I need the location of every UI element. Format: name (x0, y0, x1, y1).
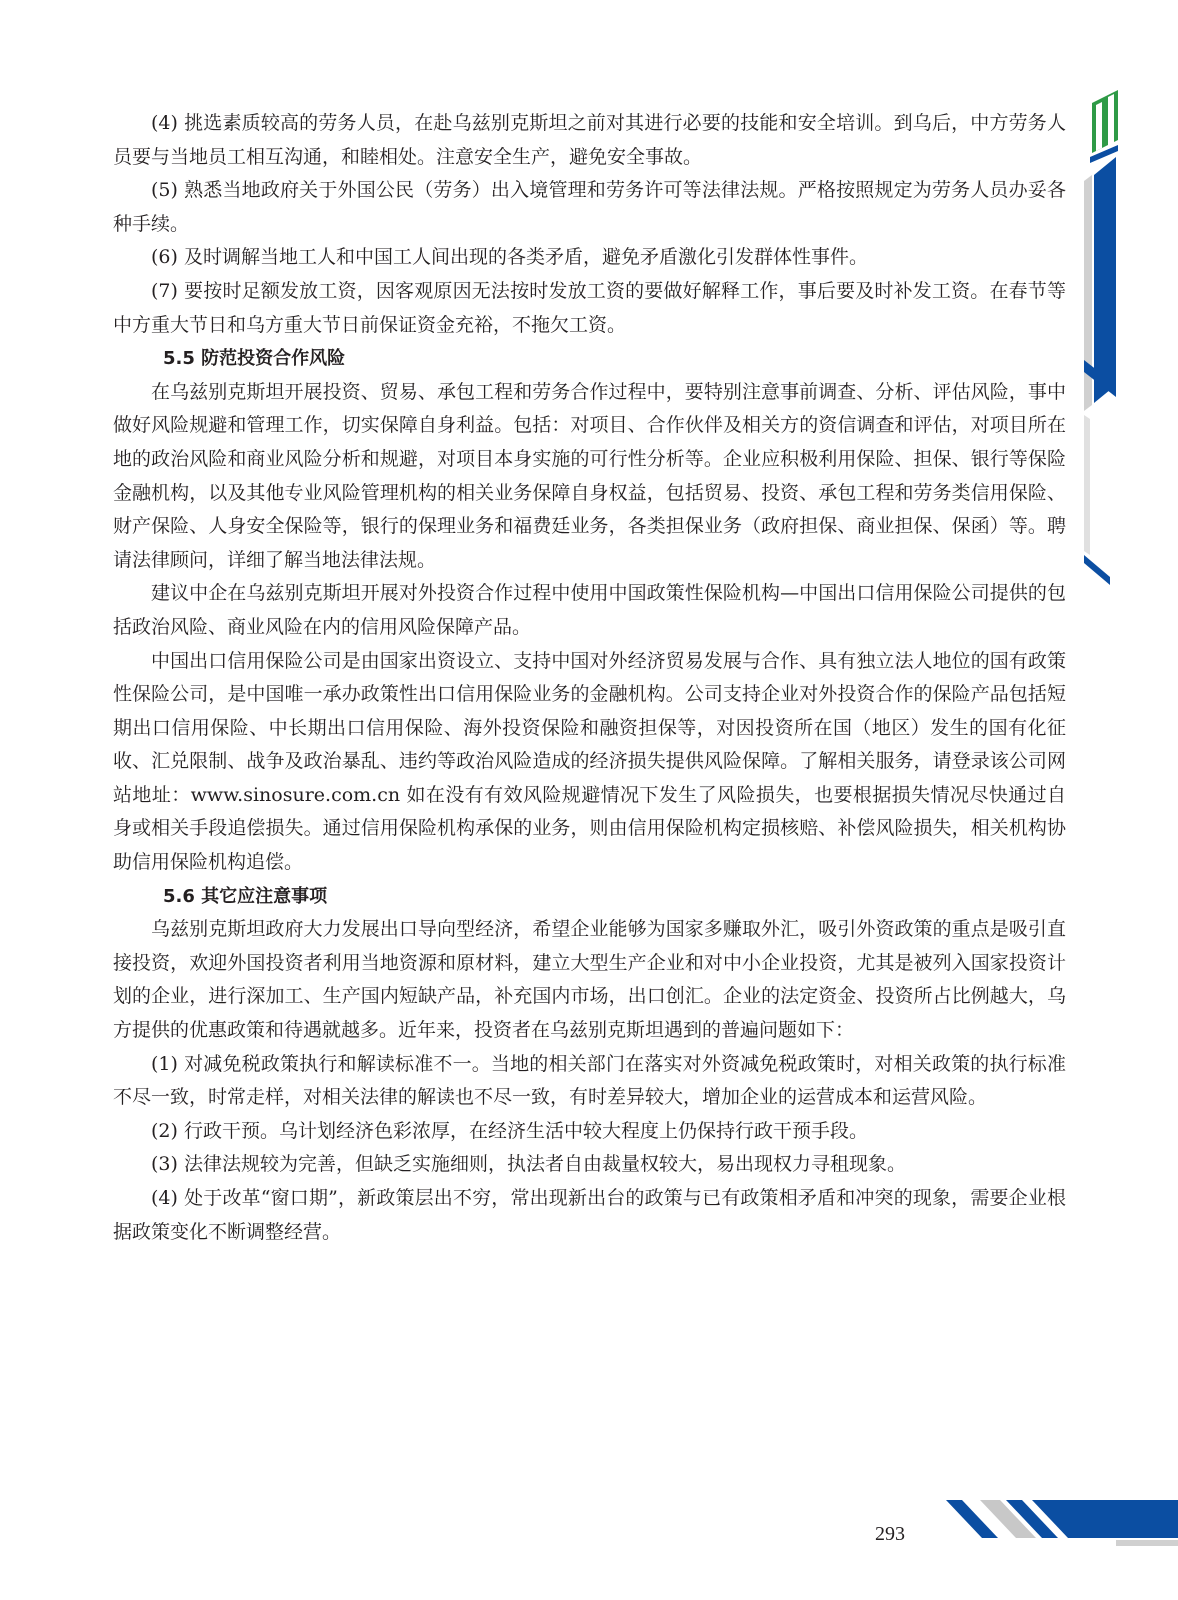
paragraph: 中国出口信用保险公司是由国家出资设立、支持中国对外经济贸易发展与合作、具有独立法人地位的国有政策性保险公司，是中国唯一承办政策性出口信用保险业务的金融机构。公司支持企业对外投资合作的保险产品包括短期出口信用保险、中长期出口信用保险、海外投资保险和融资担保等，对因投资所在国（地区）发生的国有化征收、汇兑限制、战争及政治暴乱、违约等政治风险造成的经济损失提供风险保障。了解相关服务，请登录该公司网站地址：www.sinosure.com.cn 如在没有有效风险规避情况下发生了风险损失，也要根据损失情况尽快通过自身或相关手段追偿损失。通过信用保险机构承保的业务，则由信用保险机构定损核赔、补偿风险损失，相关机构协助信用保险机构追偿。 (113, 649, 1066, 874)
section-heading: 5.5 防范投资合作风险 (163, 348, 346, 370)
blue-band-shape (1094, 157, 1116, 403)
paragraph: (4) 挑选素质较高的劳务人员，在赴乌兹别克斯坦之前对其进行必要的技能和安全培训。到乌后，中方劳务人员要与当地员工相互沟通，和睦相处。注意安全生产，避免安全事故。 (113, 112, 1066, 168)
side-tab-decoration (1080, 85, 1178, 585)
page-number: 293 (875, 1523, 905, 1545)
stripe-shape (1084, 555, 1110, 585)
section-heading: 5.6 其它应注意事项 (163, 885, 328, 907)
paragraph: 乌兹别克斯坦政府大力发展出口导向型经济，希望企业能够为国家多赚取外汇，吸引外资政策的重点是吸引直接投资，欢迎外国投资者利用当地资源和原材料，建立大型生产企业和对中小企业投资，尤其是被列入国家投资计划的企业，进行深加工、生产国内短缺产品，补充国内市场，出口创汇。企业的法定资金、投资所占比例越大，乌方提供的优惠政策和待遇就越多。近年来，投资者在乌兹别克斯坦遇到的普遍问题如下： (113, 918, 1066, 1042)
flag-badge-icon (1090, 90, 1118, 163)
paragraph: (3) 法律法规较为完善，但缺乏实施细则，执法者自由裁量权较大，易出现权力寻租现象。 (151, 1153, 906, 1176)
paragraph: (4) 处于改革“窗口期”，新政策层出不穷，常出现新出台的政策与已有政策相矛盾和冲突的现象，需要企业根据政策变化不断调整经营。 (113, 1187, 1066, 1243)
footer-stripes-decoration (940, 1500, 1178, 1600)
paragraph: (7) 要按时足额发放工资，因客观原因无法按时发放工资的要做好解释工作，事后要及时补发工资。在春节等中方重大节日和乌方重大节日前保证资金充裕，不拖欠工资。 (113, 279, 1066, 336)
grey-line-shape (1084, 415, 1090, 555)
paragraph: (6) 及时调解当地工人和中国工人间出现的各类矛盾，避免矛盾激化引发群体性事件。 (151, 246, 868, 269)
paragraph: 在乌兹别克斯坦开展投资、贸易、承包工程和劳务合作过程中，要特别注意事前调查、分析、评估风险，事中做好风险规避和管理工作，切实保障自身利益。包括：对项目、合作伙伴及相关方的资信调查和评估，对项目所在地的政治风险和商业风险分析和规避，对项目本身实施的可行性分析等。企业应积极利用保险、担保、银行等保险金融机构，以及其他专业风险管理机构的相关业务保障自身权益，包括贸易、投资、承包工程和劳务类信用保险、财产保险、人身安全保险等，银行的保理业务和福费廷业务，各类担保业务（政府担保、商业担保、保函）等。聘请法律顾问，详细了解当地法律法规。 (113, 380, 1066, 571)
paragraph: (2) 行政干预。乌计划经济色彩浓厚，在经济生活中较大程度上仍保持行政干预手段。 (151, 1119, 868, 1142)
paragraph: (1) 对减免税政策执行和解读标准不一。当地的相关部门在落实对外资减免税政策时，对相关政策的执行标准不尽一致，时常走样，对相关法律的解读也不尽一致，有时差异较大，增加企业的运营成本和运营风险。 (113, 1052, 1066, 1109)
paragraph: (5) 熟悉当地政府关于外国公民（劳务）出入境管理和劳务许可等法律法规。严格按照规定为劳务人员办妥各种手续。 (113, 179, 1066, 235)
paragraph: 建议中企在乌兹别克斯坦开展对外投资合作过程中使用中国政策性保险机构—中国出口信用保险公司提供的包括政治风险、商业风险在内的信用风险保障产品。 (113, 582, 1066, 638)
main-text (113, 107, 1066, 1249)
